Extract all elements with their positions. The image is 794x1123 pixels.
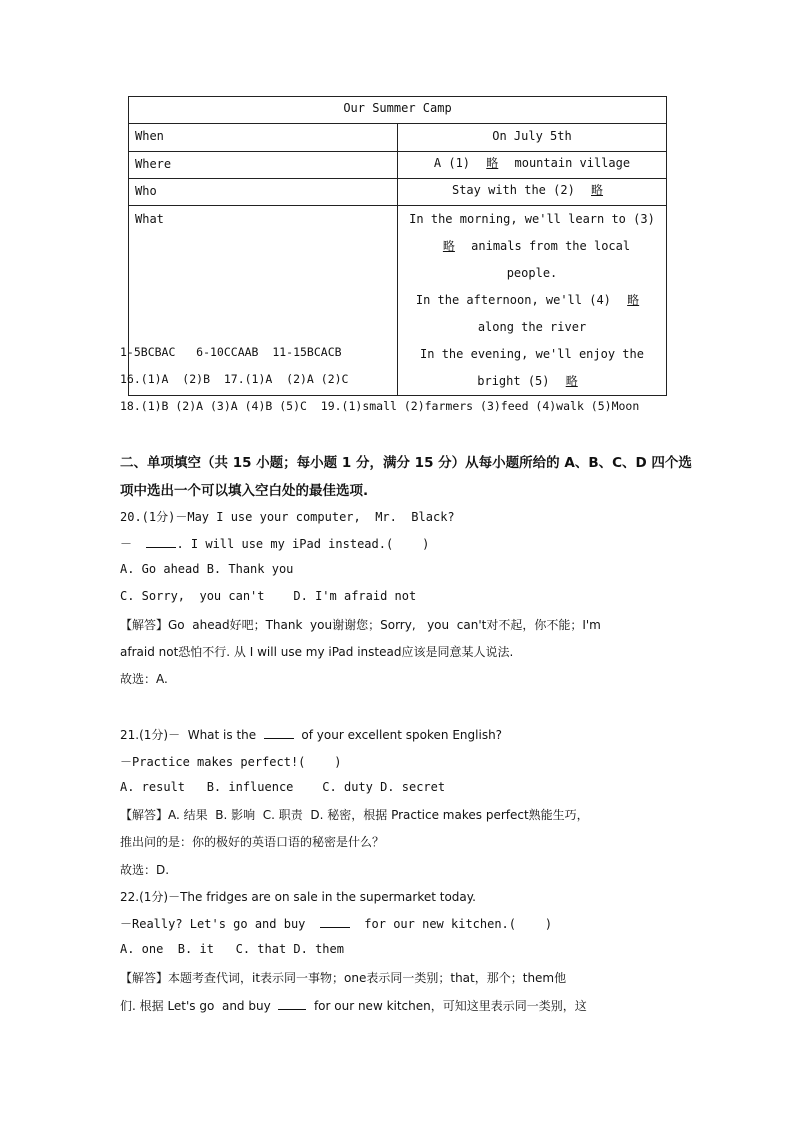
- q22-response-prefix: －Really? Let's go and buy: [120, 917, 320, 931]
- q20-explanation-1: 【解答】Go ahead好吧；Thank you谢谢您；Sorry, you can't对不起，你不能；I'm: [120, 618, 601, 632]
- what-line-4-pre: In the evening, we'll enjoy the bright (5): [420, 347, 644, 388]
- q20-response: [120, 535, 429, 552]
- row-value-where: [398, 152, 667, 179]
- what-line-4: [402, 341, 662, 395]
- q21-question-suffix: of your excellent spoken English?: [293, 728, 503, 742]
- who-prefix: Stay with the (2): [451, 183, 583, 197]
- table-title: [129, 97, 667, 124]
- blank-5: 略: [565, 374, 578, 388]
- what-line-2: people.: [506, 266, 558, 280]
- table-title-text: Our Summer Camp: [343, 101, 452, 115]
- q22-response: [120, 915, 552, 932]
- q22-explanation-2: [120, 997, 587, 1014]
- answer-key-line-3: 18.(1)B (2)A (3)A (4)B (5)C 19.(1)small (2)farmers (3)feed (4)walk (5)Moon: [120, 399, 640, 413]
- q21-question: [120, 726, 502, 743]
- row-label-who: Who: [129, 179, 398, 206]
- q20-options-2: C. Sorry, you can't D. I'm afraid not: [120, 589, 417, 603]
- q22-explanation-blank: [278, 999, 306, 1010]
- what-line-1: [402, 206, 662, 260]
- q20-question: 20.(1分)－May I use your computer, Mr. Black?: [120, 510, 455, 524]
- what-line-3: [402, 287, 662, 341]
- row-label-what: What: [129, 206, 398, 396]
- q21-question-prefix: 21.(1分)－ What is the: [120, 728, 264, 742]
- q22-explanation-2-prefix: 们. 根据 Let's go and buy: [120, 999, 279, 1013]
- q20-response-suffix: . I will use my iPad instead.( ): [176, 537, 430, 551]
- section-heading-line-1: 二、单项填空（共 15 小题；每小题 1 分，满分 15 分）从每小题所给的 A、B、C、D 四个选: [120, 455, 692, 471]
- q22-question: 22.(1分)－The fridges are on sale in the supermarket today.: [120, 890, 476, 904]
- what-line-1-post: animals from the local: [463, 239, 631, 253]
- q21-answer: 故选：D.: [120, 863, 170, 877]
- what-line-1-pre: In the morning, we'll learn to (3): [409, 212, 655, 226]
- row-value-who: [398, 179, 667, 206]
- answer-key-line-1: 1-5BCBAC 6-10CCAAB 11-15BCACB: [120, 345, 342, 359]
- q20-explanation-2: afraid not恐怕不行. 从 I will use my iPad instead应该是同意某人说法.: [120, 645, 514, 659]
- answer-key-line-2: 16.(1)A (2)B 17.(1)A (2)A (2)C: [120, 372, 349, 386]
- row-label-where: Where: [129, 152, 398, 179]
- row-value-what: [398, 206, 667, 396]
- where-prefix: A (1): [433, 156, 478, 170]
- q22-options: A. one B. it C. that D. them: [120, 942, 344, 956]
- q21-explanation-1: 【解答】A. 结果 B. 影响 C. 职责 D. 秘密，根据 Practice makes perfect熟能生巧，: [120, 808, 589, 822]
- q22-explanation-2-suffix: for our new kitchen，可知这里表示同一类别，这: [306, 999, 587, 1013]
- row-value-when: On July 5th: [398, 124, 667, 152]
- blank-3: 略: [442, 239, 455, 253]
- q21-options: A. result B. influence C. duty D. secret: [120, 780, 446, 794]
- what-line-3-pre: In the afternoon, we'll (4): [415, 293, 619, 307]
- q20-answer: 故选：A.: [120, 672, 168, 686]
- blank-1: 略: [486, 156, 499, 170]
- blank-2: 略: [591, 183, 604, 197]
- q22-response-suffix: for our new kitchen.( ): [349, 917, 553, 931]
- q21-explanation-2: 推出问的是：你的极好的英语口语的秘密是什么？: [120, 835, 385, 849]
- section-heading-line-2: 项中选出一个可以填入空白处的最佳选项.: [120, 483, 369, 499]
- q21-blank: [264, 728, 294, 739]
- q20-response-prefix: －: [120, 537, 147, 551]
- q21-response: －Practice makes perfect!( ): [120, 755, 342, 769]
- q20-blank: [146, 537, 176, 548]
- q20-options-1: A. Go ahead B. Thank you: [120, 562, 294, 576]
- blank-4: 略: [627, 293, 640, 307]
- where-suffix: mountain village: [507, 156, 631, 170]
- what-line-3-post: along the river: [477, 320, 587, 334]
- q22-blank: [320, 917, 350, 928]
- q22-explanation-1: 【解答】本题考查代词，it表示同一事物；one表示同一类别；that，那个；them他: [120, 971, 567, 985]
- row-label-when: When: [129, 124, 398, 152]
